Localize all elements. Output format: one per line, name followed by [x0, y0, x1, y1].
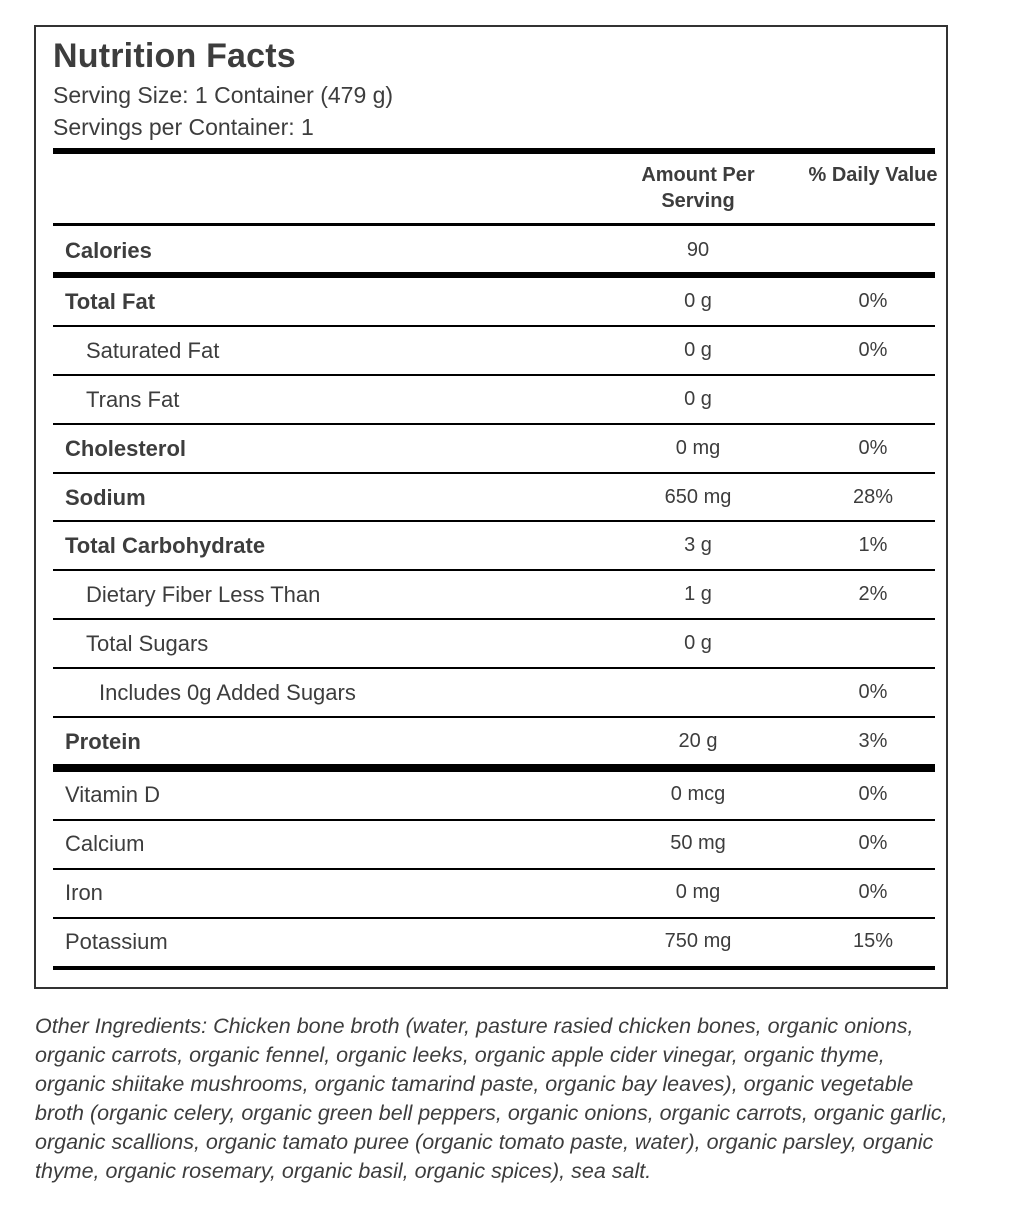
nutrient-name: Includes 0g Added Sugars [99, 680, 356, 705]
nutrient-daily-value: 0% [858, 290, 888, 312]
nutrient-name: Protein [65, 729, 141, 754]
nutrient-row [53, 473, 935, 522]
column-header-amount: Amount Per Serving [641, 164, 755, 212]
nutrient-name: Cholesterol [65, 436, 187, 461]
nutrient-name: Calories [65, 238, 152, 263]
vitamin-amount: 50 mg [670, 832, 726, 854]
bottom-divider [53, 966, 935, 970]
nutrient-daily-value: 0% [858, 339, 888, 361]
vitamin-daily-value: 0% [858, 783, 888, 805]
nutrient-amount: 3 g [684, 534, 712, 556]
nutrient-amount: 0 mg [675, 437, 721, 459]
serving-size: Serving Size: 1 Container (479 g) [53, 82, 394, 108]
nutrient-daily-value: 0% [858, 681, 888, 703]
vitamin-name: Vitamin D [65, 782, 160, 807]
nutrient-row [53, 717, 935, 766]
vitamin-amount: 750 mg [664, 930, 732, 952]
vitamin-daily-value: 0% [858, 881, 888, 903]
nutrient-row [53, 326, 935, 375]
nutrient-name: Dietary Fiber Less Than [86, 582, 321, 607]
thick-divider [53, 148, 935, 154]
nutrient-amount: 0 g [684, 339, 712, 361]
nutrient-amount: 1 g [684, 583, 712, 605]
nutrient-daily-value: 2% [858, 583, 888, 605]
nutrient-amount: 0 g [684, 632, 712, 654]
vitamin-row [53, 819, 935, 868]
vitamin-name: Iron [65, 880, 103, 905]
nutrient-row [53, 521, 935, 570]
other-ingredients: Other Ingredients: Chicken bone broth (water, pasture rasied chicken bones, organic onions, organic carrots, organic fennel, organic leeks, organic apple cider vinegar, organic thyme, organic shiitake mushrooms, organic tamarind paste, organic bay leaves), organic vegetable broth (organic celery, organic green bell peppers, organic onions, organic carrots, organic garlic, organic scallions, organic tamato puree (organic tomato paste, water), organic parsley, organic thyme, organic rosemary, organic basil, organic spices), sea salt. [35, 1014, 948, 1183]
nutrient-row [53, 277, 935, 326]
nutrient-name: Total Fat [65, 289, 156, 314]
nutrient-daily-value: 0% [858, 437, 888, 459]
nutrient-amount: 650 mg [664, 486, 732, 508]
nutrient-daily-value: 1% [858, 534, 888, 556]
panel-title: Nutrition Facts [53, 37, 296, 75]
calories-row [53, 226, 935, 275]
vitamin-amount: 0 mcg [670, 783, 726, 805]
nutrient-row [53, 570, 935, 619]
nutrient-name: Trans Fat [86, 387, 180, 412]
nutrient-row [53, 424, 935, 473]
nutrient-name: Saturated Fat [86, 338, 220, 363]
nutrient-amount: 90 [686, 239, 710, 261]
nutrient-row [53, 375, 935, 424]
vitamin-row [53, 770, 935, 819]
nutrient-daily-value: 28% [852, 486, 894, 508]
nutrient-row [53, 668, 935, 717]
nutrient-name: Total Sugars [86, 631, 209, 656]
vitamin-daily-value: 15% [852, 930, 894, 952]
nutrient-name: Sodium [65, 485, 146, 510]
nutrient-daily-value: 3% [858, 730, 888, 752]
vitamin-row [53, 917, 935, 966]
vitamin-name: Calcium [65, 831, 145, 856]
vitamin-name: Potassium [65, 929, 168, 954]
vitamin-amount: 0 mg [675, 881, 721, 903]
nutrient-row [53, 619, 935, 668]
vitamin-row [53, 868, 935, 917]
nutrition-facts-panel [34, 25, 948, 989]
nutrient-amount: 0 g [684, 388, 712, 410]
nutrient-amount: 0 g [684, 290, 712, 312]
nutrient-name: Total Carbohydrate [65, 533, 266, 558]
nutrient-amount: 20 g [678, 730, 718, 752]
vitamin-daily-value: 0% [858, 832, 888, 854]
servings-per-container: Servings per Container: 1 [53, 114, 314, 140]
column-header-daily-value: % Daily Value [808, 164, 938, 186]
